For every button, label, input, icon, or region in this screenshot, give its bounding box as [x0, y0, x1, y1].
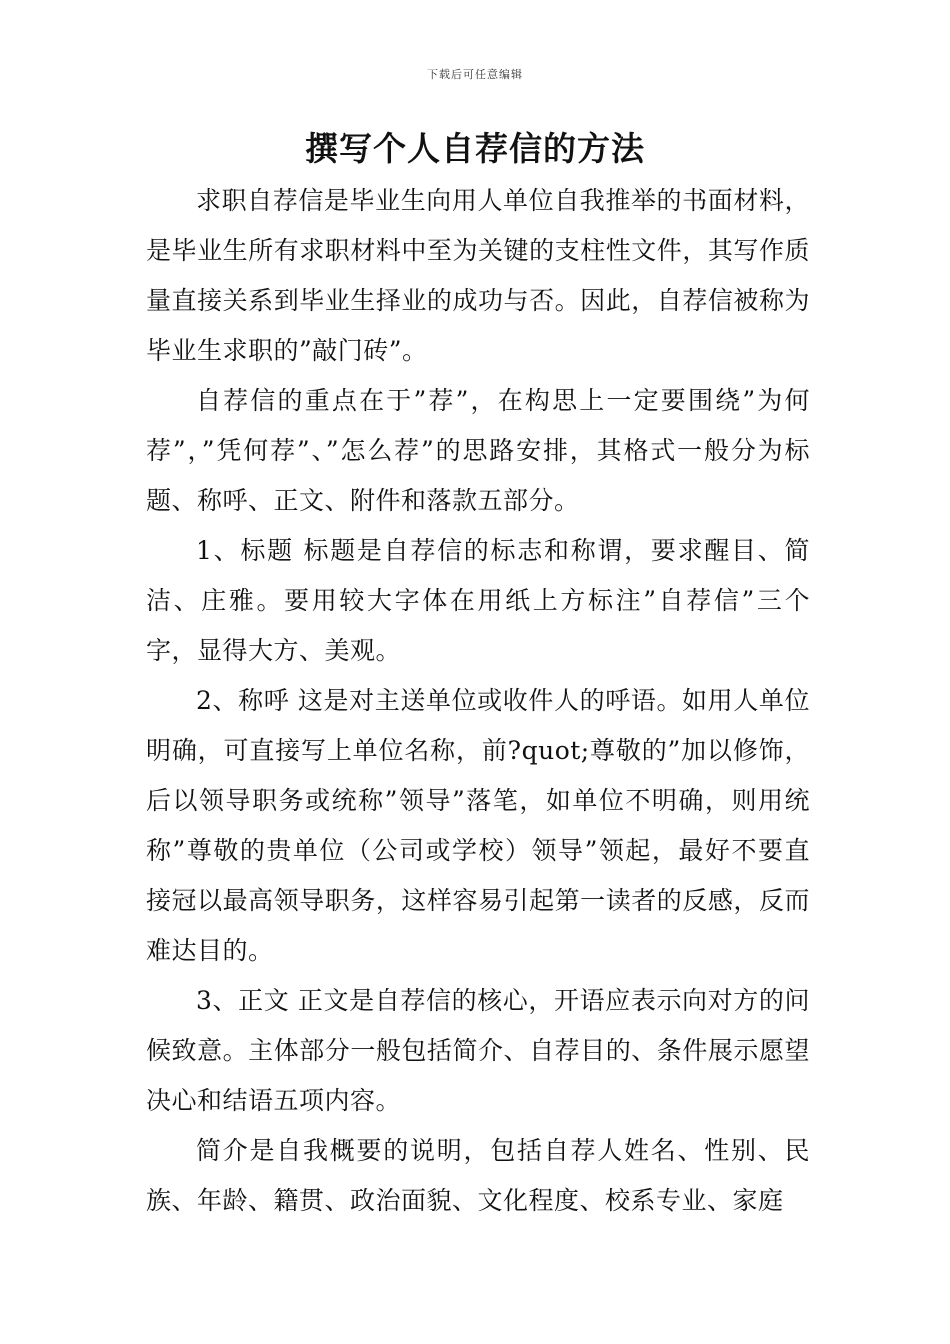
document-body [146, 176, 810, 1226]
paragraph-body-section: 3、正文 正文是自荐信的核心，开语应表示向对方的问候致意。主体部分一般包括简介、自荐目的、条件展示愿望决心和结语五项内容。 [146, 986, 810, 1115]
paragraph-format: 自荐信的重点在于”荐”，在构思上一定要围绕”为何荐”，”凭何荐”、”怎么荐”的思路安排，其格式一般分为标题、称呼、正文、附件和落款五部分。 [146, 386, 810, 515]
paragraph-intro: 求职自荐信是毕业生向用人单位自我推举的书面材料，是毕业生所有求职材料中至为关键的支柱性文件，其写作质量直接关系到毕业生择业的成功与否。因此，自荐信被称为毕业生求职的”敲门砖”。 [146, 186, 810, 365]
paragraph-introduction-detail: 简介是自我概要的说明，包括自荐人姓名、性别、民族、年龄、籍贯、政治面貌、文化程度、校系专业、家庭 [146, 1136, 810, 1215]
document-title: 撰写个人自荐信的方法 [305, 129, 645, 168]
paragraph-title-section: 1、标题 标题是自荐信的标志和称谓，要求醒目、简洁、庄雅。要用较大字体在用纸上方标注”自荐信”三个字，显得大方、美观。 [146, 536, 810, 665]
paragraph-salutation-section: 2、称呼 这是对主送单位或收件人的呼语。如用人单位明确，可直接写上单位名称，前?quot;尊敬的”加以修饰，后以领导职务或统称”领导”落笔，如单位不明确，则用统称”尊敬的贵单位（公司或学校）领导”领起，最好不要直接冠以最高领导职务，这样容易引起第一读者的反感，反而难达目的。 [146, 686, 810, 965]
header-note: 下载后可任意编辑 [427, 68, 523, 81]
